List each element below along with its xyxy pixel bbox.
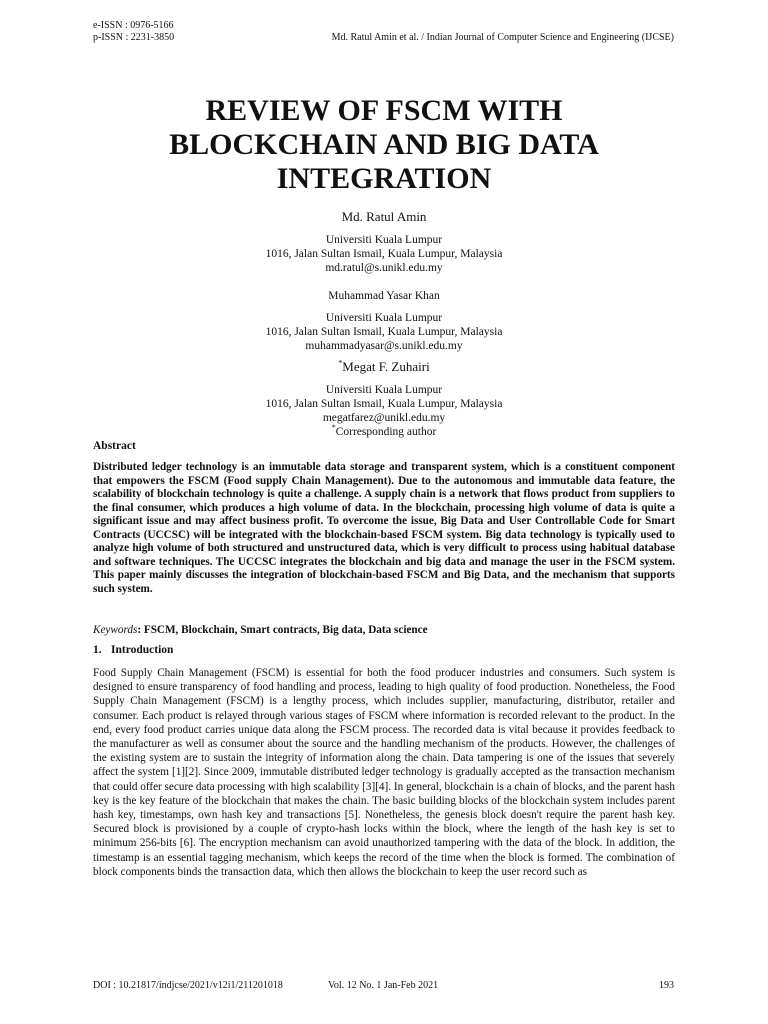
- footer-volume: Vol. 12 No. 1 Jan-Feb 2021: [328, 980, 439, 991]
- keywords: [93, 623, 675, 637]
- author-email: megatfarez@unikl.edu.my: [322, 412, 446, 424]
- introduction-paragraph: Food Supply Chain Management (FSCM) is essential for both the food producer industries and consumers. Such system is designed to ensure transparency of food handling and process, leading to high quality of food production. Nonetheless, the Food Supply Chain Management (FSCM) is a lengthy process, which includes supplier, manufacturing, distributor, retailer and consumer. Each product is relayed through various stages of FSCM where information is recorded relevant to the product. In the end, every food product carries unique data along the FSCM process. The recorded data is vital because it provides feedback to the manufacturer as well as consumer about the source and the handling mechanism of the products. However, the challenges of the existing system are to sustain the integrity of information along the chain. Data tampering is one of the issues that severely affect the system [1][2]. Since 2009, immutable distributed ledger technology is gradually accepted as the transaction mechanism that could offer secure data processing with high scalability [3][4]. In general, blockchain is a chain of blocks, and the parent hash key is the key feature of the blockchain that makes the chain. The basic building blocks of the blockchain system includes parent hash key, timestamps, own hash key and transactions [5]. Nonetheless, the genesis block doesn't require the parent hash key. Secured block is provisioned by a couple of crypto-hash locks within the block, where the length of the hash key is set to minimum 256-bits [6]. The encryption mechanism can avoid unauthorized tampering with the data of the block. In addition, the timestamp is an essential tagging mechanism, which keeps the record of the time when the block is formed. The combination of block components binds the transaction data, which then allows the blockchain to keep the user record such as: [93, 667, 675, 878]
- author-2: [0, 289, 768, 353]
- journal-running-head: Md. Ratul Amin et al. / Indian Journal of Computer Science and Engineering (IJCSE): [331, 32, 674, 43]
- issn-block: [93, 20, 174, 44]
- abstract-heading: Abstract: [93, 440, 136, 452]
- title-line-2: BLOCKCHAIN AND BIG DATA: [169, 128, 599, 161]
- title-line-1: REVIEW OF FSCM WITH: [205, 94, 563, 127]
- section-title: Introduction: [111, 644, 174, 656]
- author-address: 1016, Jalan Sultan Ismail, Kuala Lumpur, Malaysia: [265, 326, 503, 338]
- author-name: Megat F. Zuhairi: [342, 359, 430, 374]
- author-name: Muhammad Yasar Khan: [328, 290, 440, 302]
- author-name: Md. Ratul Amin: [341, 209, 427, 224]
- keywords-label: Keywords: [93, 624, 138, 636]
- section-heading-introduction: [93, 644, 173, 656]
- author-institution: Universiti Kuala Lumpur: [325, 312, 443, 324]
- page-number: 193: [659, 980, 674, 991]
- corresponding-mark: *: [338, 358, 343, 368]
- abstract-text: Distributed ledger technology is an immutable data storage and transparent system, which is a constituent component that empowers the FSCM (Food supply Chain Management). Due to the autonomous and immutable data feature, the scalability of blockchain technology is quite a challenge. A supply chain is a network that flows product from suppliers to the final consumer, which produces a high volume of data. In the blockchain, processing high volume of data is quite a significant issue and may affect business profit. To overcome the issue, Big Data and User Controllable Code for Smart Contracts (UCCSC) will be integrated with the blockchain-based FSCM system. Big data technology is typically used to analyze high volume of both structured and unstructured data, which is very difficult to process using habitual database and software techniques. The UCCSC integrates the blockchain and big data and manage the user in the FSCM system. This paper mainly discusses the integration of blockchain-based FSCM and Big Data, and the mechanism that supports such system.: [93, 461, 675, 595]
- author-institution: Universiti Kuala Lumpur: [325, 234, 443, 246]
- author-name-line: [0, 359, 768, 375]
- title-line-3: INTEGRATION: [276, 162, 492, 195]
- author-address: 1016, Jalan Sultan Ismail, Kuala Lumpur, Malaysia: [265, 248, 503, 260]
- author-1: [0, 209, 768, 275]
- pissn: p-ISSN : 2231-3850: [93, 32, 175, 43]
- author-email: md.ratul@s.unikl.edu.my: [325, 262, 443, 274]
- keywords-value: : FSCM, Blockchain, Smart contracts, Big data, Data science: [137, 624, 428, 636]
- author-3: [0, 359, 768, 439]
- author-email: muhammadyasar@s.unikl.edu.my: [305, 340, 463, 352]
- corresponding-note: *Corresponding author: [331, 423, 437, 438]
- corresponding-mark: *: [331, 423, 336, 433]
- author-institution: Universiti Kuala Lumpur: [325, 384, 443, 396]
- footer-doi: DOI : 10.21817/indjcse/2021/v12i1/211201018: [93, 980, 283, 991]
- paper-title: [60, 94, 708, 196]
- section-number: 1.: [93, 644, 102, 656]
- eissn: e-ISSN : 0976-5166: [93, 20, 174, 31]
- author-address: 1016, Jalan Sultan Ismail, Kuala Lumpur, Malaysia: [265, 398, 503, 410]
